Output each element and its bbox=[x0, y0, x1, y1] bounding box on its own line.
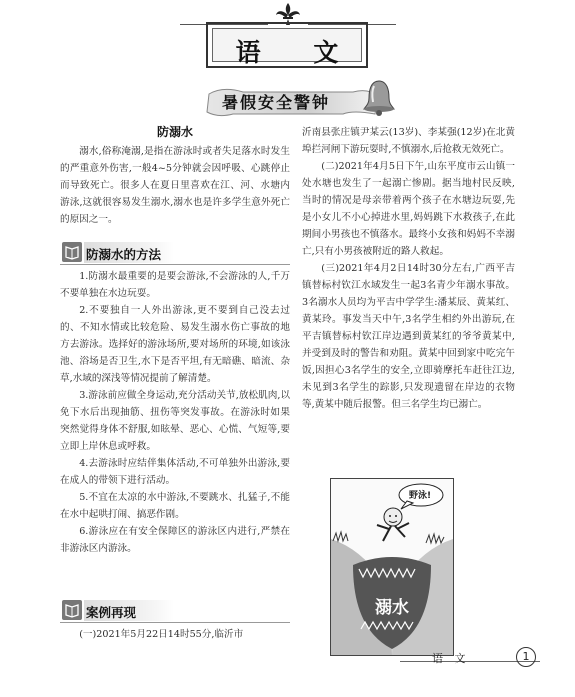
cartoon-illustration bbox=[330, 478, 454, 656]
right-column-cases bbox=[302, 124, 515, 413]
method-item: 5.不宜在太凉的水中游泳,不要跳水、扎猛子,不能在水中起哄打闹、搞恶作剧。 bbox=[60, 492, 290, 520]
book-icon bbox=[62, 600, 82, 620]
book-icon bbox=[62, 242, 82, 262]
cartoon-speech-text: 野泳! bbox=[409, 491, 432, 501]
left-column-intro bbox=[60, 124, 290, 228]
footer-subject: 语 文 bbox=[432, 652, 470, 665]
case-two: (二)2021年4月5日下午,山东平度市云山镇一处水塘也发生了一起溺亡惨剧。据当地村民反映,当时的情况是母亲带着两个孩子在水塘边玩耍,先是小女儿不小心掉进水里,妈妈跳下水救孩子,在此期间小男孩也不慎落水。最终小女孩和妈妈不幸溺亡,只有小男孩被附近的路人救起。 bbox=[302, 161, 515, 257]
left-column-methods bbox=[60, 268, 290, 557]
bell-icon bbox=[362, 78, 396, 118]
intro-paragraph: 溺水,俗称淹溺,是指在游泳时或者失足落水时发生的严重意外伤害,一般4~5分钟就会因呼吸、心跳停止而导致死亡。很多人在夏日里喜欢在江、河、水塘内游泳,这就很容易发生溺水,溺水也是许多学生意外死亡的原因之一。 bbox=[60, 146, 290, 225]
subject-title: 语 文 bbox=[235, 38, 361, 67]
case-one-start bbox=[60, 626, 290, 643]
methods-heading-label: 防溺水的方法 bbox=[86, 247, 162, 262]
method-item: 4.去游泳时应结伴集体活动,不可单独外出游泳,要在成人的带领下进行活动。 bbox=[60, 458, 290, 486]
method-item: 6.游泳应在有安全保障区的游泳区内进行,严禁在非游泳区内游泳。 bbox=[60, 526, 290, 554]
cases-heading-label: 案例再现 bbox=[86, 605, 137, 620]
methods-heading bbox=[60, 242, 290, 265]
method-item: 2.不要独自一人外出游泳,更不要到自己没去过的、不知水情或比较危险、易发生溺水伤亡事故的地方去游泳。选择好的游泳场所,要对场所的环境,如该泳池、浴场是否卫生,水下是否平坦,有无暗礁、暗流、杂草,水域的深浅等情况提前了解清楚。 bbox=[60, 305, 290, 384]
cases-heading bbox=[60, 600, 290, 623]
method-item: 1.防溺水最重要的是要会游泳,不会游泳的人,千万不要单独在水边玩耍。 bbox=[60, 271, 290, 299]
case-one-continued: 沂南县张庄镇尹某云(13岁)、李某强(12岁)在北黄埠拦河闸下游玩耍时,不慎溺水,后抢救无效死亡。 bbox=[302, 127, 515, 155]
case-one-start-text: (一)2021年5月22日14时55分,临沂市 bbox=[79, 629, 244, 640]
section-title-drowning: 防溺水 bbox=[156, 125, 193, 139]
banner-title: 暑假安全警钟 bbox=[222, 93, 331, 112]
page-number: 1 bbox=[516, 647, 536, 667]
case-three: (三)2021年4月2日14时30分左右,广西平吉镇替标村钦江水域发生一起3名青少年溺水事故。3名溺水人员均为平吉中学学生:潘某辰、黄某红、黄某玲。事发当天中午,3名学生相约外出游玩,在平吉镇替标村钦江岸边遇到黄某红的爷爷黄某中,并受到及时的警告和劝阻。黄某中回到家中吃完午饭,因担心3名学生的安全,立即骑摩托车赶往江边,未见到3名学生的踪影,只发现遗留在岸边的衣物等,黄某中随后报警。但三名学生均已溺亡。 bbox=[302, 263, 515, 410]
method-item: 3.游泳前应做全身运动,充分活动关节,放松肌肉,以免下水后出现抽筋、扭伤等突发事故。在游泳时如果突然觉得身体不舒服,如眩晕、恶心、心慌、气短等,要立即上岸休息或呼救。 bbox=[60, 390, 290, 452]
cartoon-drawing bbox=[331, 479, 453, 655]
cartoon-label: 溺水 bbox=[375, 598, 409, 618]
subject-title-box bbox=[206, 22, 368, 68]
